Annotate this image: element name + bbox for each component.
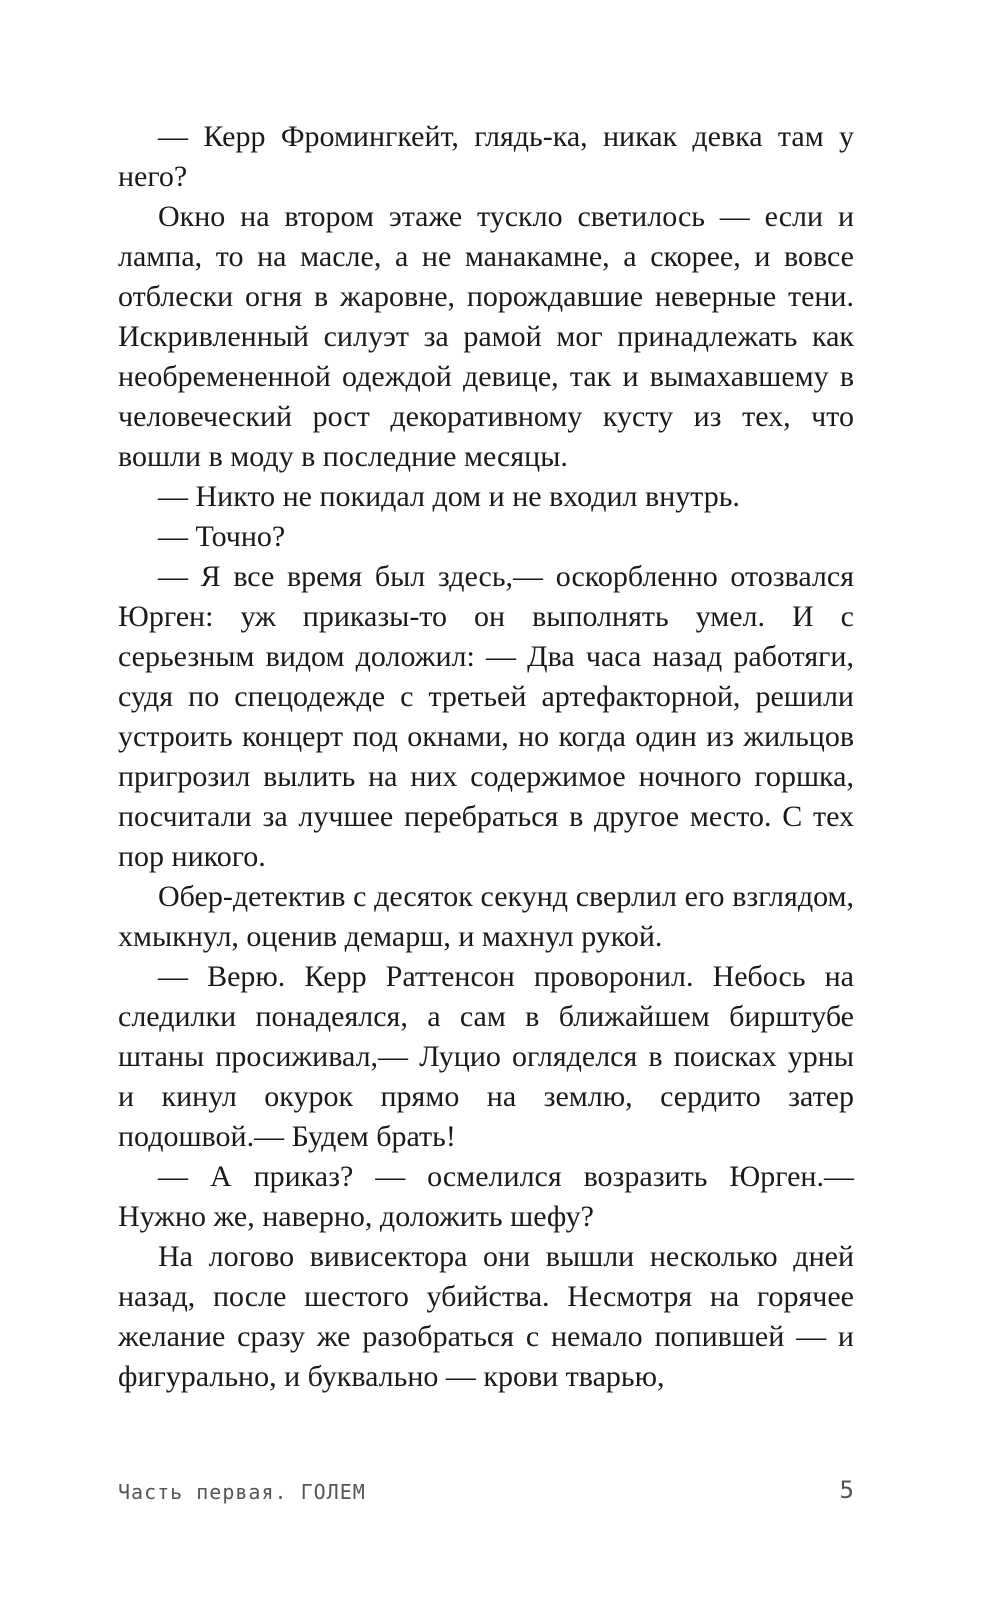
paragraph: Окно на втором этаже тускло светилось — если и лампа, то на масле, а не манакамне, а скорее, и вовсе отблески огня в жаровне, порождавшие неверные тени. Искривленный силуэт за рамой мог принадлежать как необремененной одеждой девице, так и вымахавшему в человеческий рост декоративному кусту из тех, что вошли в моду в последние месяцы. <box>118 200 854 473</box>
body-text <box>118 117 854 1397</box>
paragraph: Обер-детектив с десяток секунд сверлил его взглядом, хмыкнул, оценив демарш, и махнул рукой. <box>118 880 854 953</box>
paragraph: — Верю. Керр Раттенсон проворонил. Небось на следилки понадеялся, а сам в ближайшем бирштубе штаны просиживал,— Луцио огляделся в поисках урны и кинул окурок прямо на землю, сердито затер подошвой.— Будем брать! <box>118 960 854 1153</box>
paragraph: — Никто не покидал дом и не входил внутрь. <box>158 480 740 513</box>
page-footer <box>118 1476 854 1510</box>
paragraph: — Керр Фромингкейт, глядь-ка, никак девка там у него? <box>118 120 854 193</box>
paragraph: — Я все время был здесь,— оскорбленно отозвался Юрген: уж приказы-то он выполнять умел. И с серьезным видом доложил: — Два часа назад работяги, судя по спецодежде с третьей артефакторной, решили устроить концерт под окнами, но когда один из жильцов пригрозил вылить на них содержимое ночного горшка, посчитали за лучшее перебраться в другое место. С тех пор никого. <box>118 560 854 873</box>
paragraph: — Точно? <box>158 520 286 553</box>
paragraph: На логово вивисектора они вышли несколько дней назад, после шестого убийства. Несмотря на горячее желание сразу же разобраться с немало попившей — и фигурально, и буквально — крови тварью, <box>118 1240 854 1393</box>
page-number: 5 <box>839 1476 854 1504</box>
paragraph: — А приказ? — осмелился возразить Юрген.— Нужно же, наверно, доложить шефу? <box>118 1160 854 1233</box>
running-head: Часть первая. ГОЛЕМ <box>118 1480 366 1504</box>
